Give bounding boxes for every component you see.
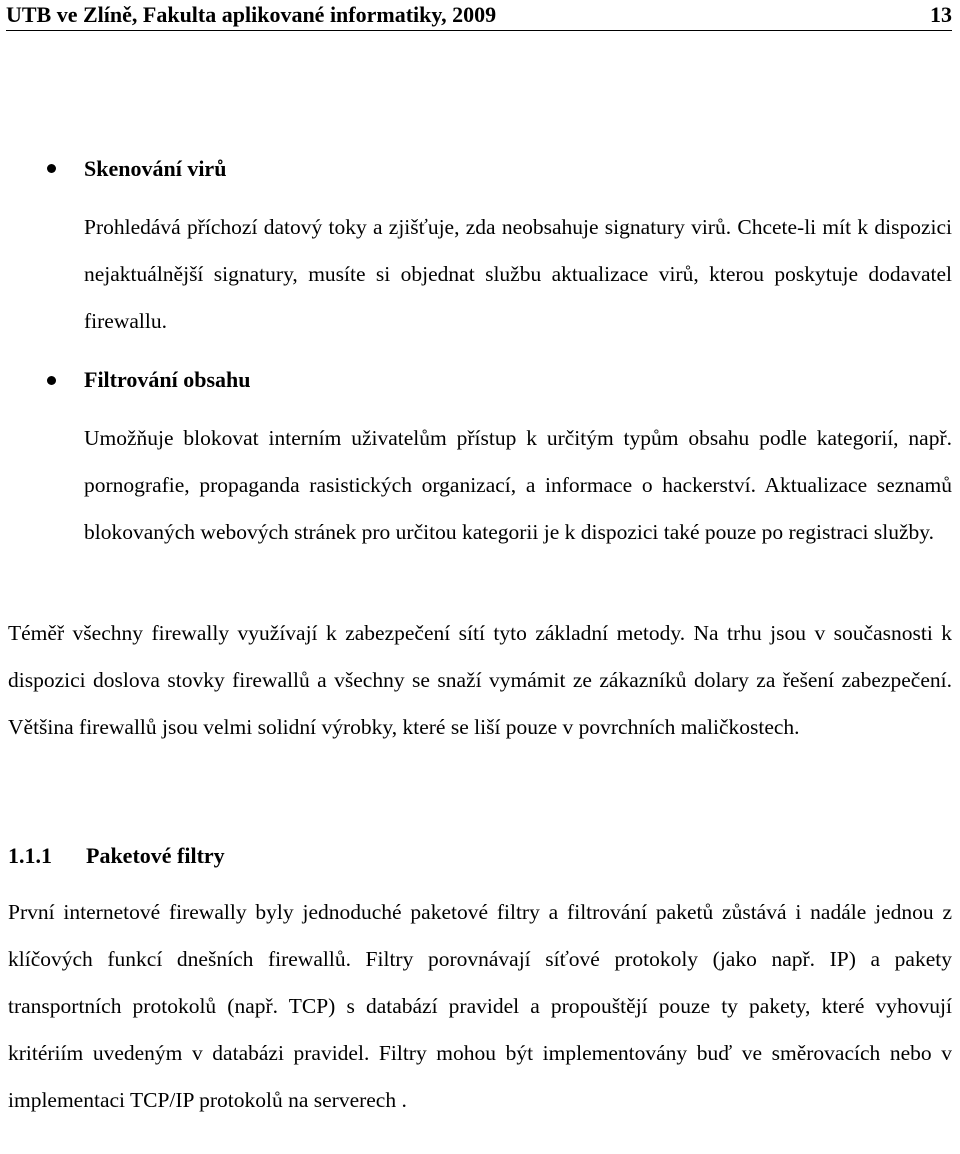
page-header bbox=[6, 0, 952, 31]
body-paragraph: První internetové firewally byly jednoduché paketové filtry a filtrování paketů zůstává i nadále jednou z klíčových funkcí dnešních firewallů. Filtry porovnávají síťové protokoly (jako např. IP) a pakety transportních protokolů (např. TCP) s databází pravidel a propouštějí pouze ty pakety, které vyhovují kritériím uvedeným v databázi pravidel. Filtry mohou být implementovány buď ve směrovacích nebo v implementaci TCP/IP protokolů na serverech . bbox=[8, 900, 952, 1112]
bullet-heading-content-filtering: Filtrování obsahu bbox=[84, 367, 251, 392]
section-number: 1.1.1 bbox=[8, 843, 52, 868]
bullet-text-content-filtering: Umožňuje blokovat interním uživatelům přístup k určitým typům obsahu podle kategorií, např. pornografie, propaganda rasistických organizací, a informace o hackerství. Aktualizace seznamů blokovaných webových stránek pro určitou kategorii je k dispozici také pouze po registraci služby. bbox=[84, 426, 952, 544]
bullet-heading-virus-scanning: Skenování virů bbox=[84, 156, 227, 181]
bullet-text-virus-scanning: Prohledává příchozí datový toky a zjišťuje, zda neobsahuje signatury virů. Chcete-li mít k dispozici nejaktuálnější signatury, musíte si objednat službu aktualizace virů, kterou poskytuje dodavatel firewallu. bbox=[84, 215, 952, 333]
section-heading bbox=[8, 843, 225, 869]
bullet-dot bbox=[47, 376, 56, 385]
page-number: 13 bbox=[930, 2, 952, 27]
header-title: UTB ve Zlíně, Fakulta aplikované informatiky, 2009 bbox=[6, 2, 497, 27]
section-title: Paketové filtry bbox=[86, 843, 225, 868]
bullet-dot bbox=[47, 164, 56, 173]
body-paragraph: Téměř všechny firewally využívají k zabezpečení sítí tyto základní metody. Na trhu jsou v současnosti k dispozici doslova stovky firewallů a všechny se snaží vymámit ze zákazníků dolary za řešení zabezpečení. Většina firewallů jsou velmi solidní výrobky, které se liší pouze v povrchních maličkostech. bbox=[8, 621, 952, 739]
